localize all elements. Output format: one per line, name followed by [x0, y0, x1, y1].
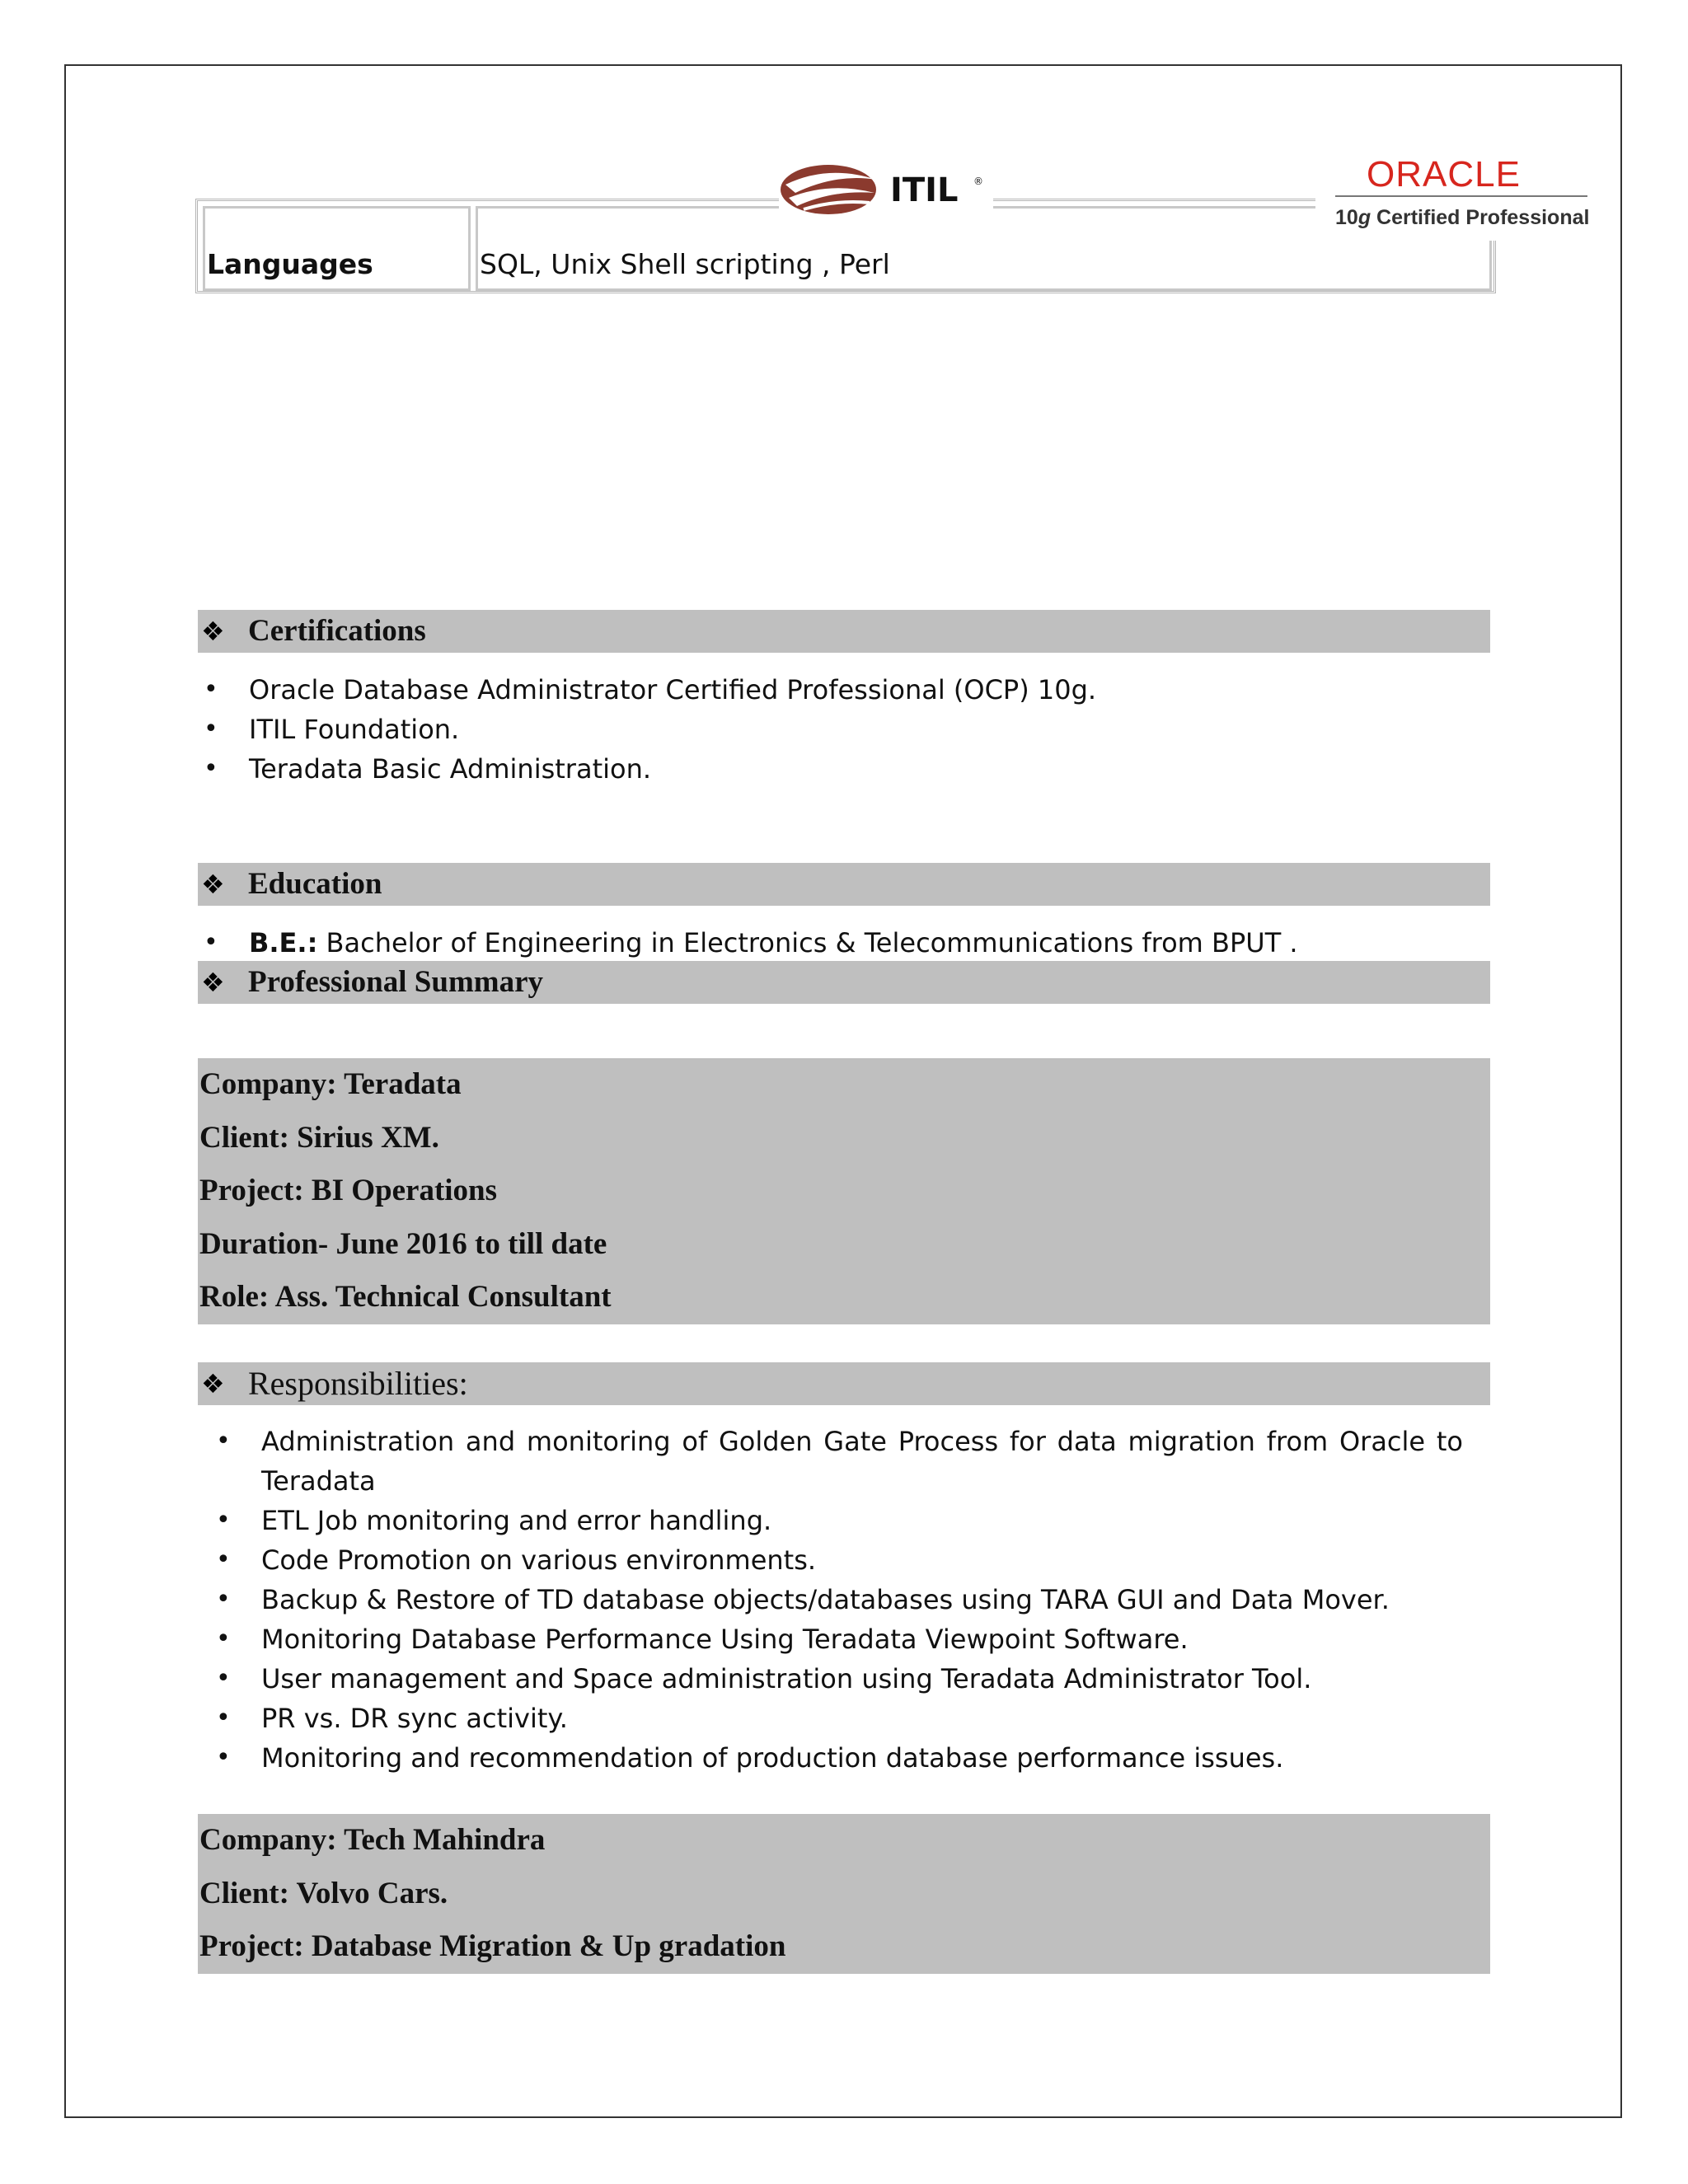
education-title: Education — [248, 867, 382, 901]
list-item: • Code Promotion on various environments. — [261, 1540, 1463, 1580]
bullet-icon: • — [216, 1506, 231, 1535]
project-info-teradata — [198, 1058, 1490, 1324]
bullet-icon: • — [204, 928, 218, 957]
duration-line: Duration- June 2016 to till date — [199, 1226, 607, 1261]
list-item: • Monitoring Database Performance Using Teradata Viewpoint Software. — [261, 1619, 1463, 1659]
list-item: • ITIL Foundation. — [249, 710, 1485, 749]
education-list — [204, 923, 1485, 963]
role-line: Role: Ass. Technical Consultant — [199, 1280, 612, 1315]
bullet-icon: • — [204, 715, 218, 743]
diamond-bullet-icon: ❖ — [201, 616, 225, 647]
bullet-icon: • — [204, 754, 218, 783]
itil-swoosh-icon — [779, 160, 993, 219]
client-line: Client: Volvo Cars. — [199, 1876, 448, 1910]
list-item: • Monitoring and recommendation of production database performance issues. — [261, 1738, 1463, 1778]
list-item: • Oracle Database Administrator Certified Professional (OCP) 10g. — [249, 670, 1485, 710]
list-item: • Administration and monitoring of Golden Gate Process for data migration from Oracle to Teradata — [261, 1422, 1463, 1501]
list-item: • Backup & Restore of TD database objects/databases using TARA GUI and Data Mover. — [261, 1580, 1463, 1619]
list-item: • Teradata Basic Administration. — [249, 749, 1485, 789]
responsibilities-title: Responsibilities: — [248, 1365, 468, 1402]
bullet-icon: • — [216, 1743, 231, 1772]
diamond-bullet-icon: ❖ — [201, 967, 225, 998]
professional-summary-header — [198, 961, 1490, 1004]
oracle-logo — [1315, 152, 1596, 241]
client-line: Client: Sirius XM. — [199, 1120, 439, 1155]
skills-label-cell — [203, 206, 471, 291]
list-item: • User management and Space administration using Teradata Administrator Tool. — [261, 1659, 1463, 1699]
bullet-icon: • — [216, 1704, 231, 1732]
education-header — [198, 863, 1490, 906]
skills-label: Languages — [207, 248, 373, 280]
list-item: • PR vs. DR sync activity. — [261, 1699, 1463, 1738]
svg-text:ITIL: ITIL — [890, 171, 959, 209]
certifications-list — [204, 670, 1485, 789]
svg-text:10g Certified Professional: 10g Certified Professional — [1335, 206, 1590, 229]
project-info-tech-mahindra — [198, 1814, 1490, 1974]
bullet-icon: • — [216, 1545, 231, 1574]
svg-text:®: ® — [973, 176, 983, 187]
list-item — [204, 923, 1485, 963]
oracle-badge-icon — [1315, 152, 1596, 241]
list-item: • ETL Job monitoring and error handling. — [261, 1501, 1463, 1540]
certifications-header — [198, 610, 1490, 653]
responsibilities-header — [198, 1362, 1490, 1405]
company-line: Company: Tech Mahindra — [199, 1823, 546, 1857]
project-line: Project: BI Operations — [199, 1174, 498, 1208]
professional-summary-title: Professional Summary — [248, 965, 544, 999]
responsibilities-list — [216, 1422, 1463, 1778]
degree-label: B.E.: — [249, 927, 318, 958]
degree-text: Bachelor of Engineering in Electronics & Telecommunications from BPUT . — [317, 927, 1298, 958]
bullet-icon: • — [216, 1664, 231, 1693]
bullet-icon: • — [216, 1427, 231, 1455]
company-line: Company: Teradata — [199, 1067, 462, 1101]
diamond-bullet-icon: ❖ — [201, 869, 225, 900]
project-line: Project: Database Migration & Up gradation — [199, 1929, 786, 1964]
bullet-icon: • — [204, 675, 218, 704]
certifications-title: Certifications — [248, 614, 426, 648]
diamond-bullet-icon: ❖ — [201, 1368, 225, 1399]
bullet-icon: • — [216, 1624, 231, 1653]
skills-value: SQL, Unix Shell scripting , Perl — [480, 248, 890, 280]
itil-logo — [779, 160, 993, 219]
svg-text:ORACLE: ORACLE — [1367, 154, 1521, 194]
bullet-icon: • — [216, 1585, 231, 1614]
